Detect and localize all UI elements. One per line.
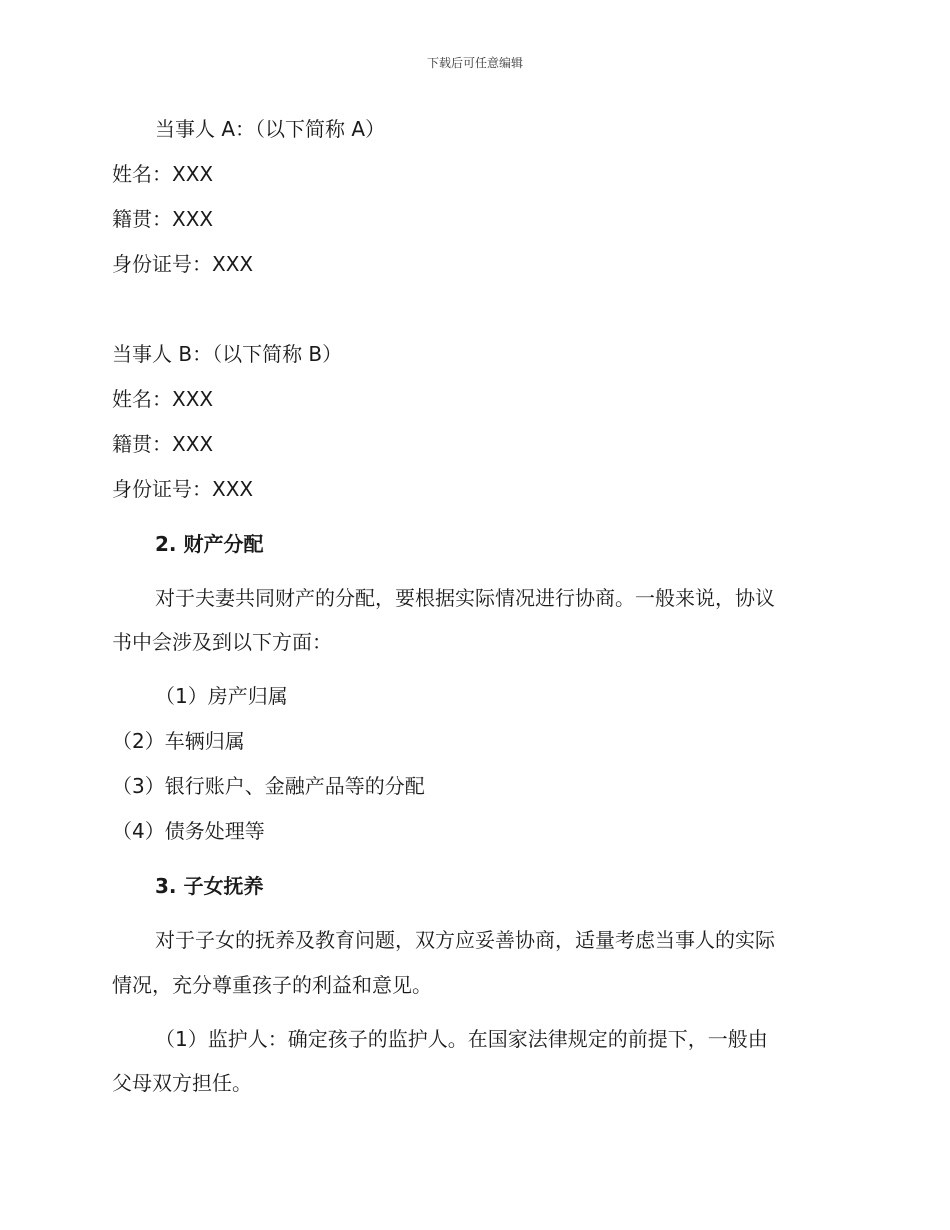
party-b-id: 身份证号：XXX bbox=[112, 477, 254, 501]
section-2-item-1: （1）房产归属 bbox=[155, 684, 288, 708]
party-b-name: 姓名：XXX bbox=[112, 387, 214, 411]
party-a-heading: 当事人 A：（以下简称 A） bbox=[155, 117, 386, 141]
section-3-item-1-line-2: 父母双方担任。 bbox=[112, 1071, 252, 1095]
section-2-title: 2. 财产分配 bbox=[155, 532, 264, 556]
page-header-note: 下载后可任意编辑 bbox=[426, 56, 523, 70]
section-2-paragraph-line-1: 对于夫妻共同财产的分配，要根据实际情况进行协商。一般来说，协议 bbox=[155, 586, 775, 610]
section-2-paragraph-line-2: 书中会涉及到以下方面： bbox=[112, 630, 332, 654]
party-a-name: 姓名：XXX bbox=[112, 162, 214, 186]
section-3-paragraph-line-1: 对于子女的抚养及教育问题，双方应妥善协商，适量考虑当事人的实际 bbox=[155, 928, 775, 952]
section-2-item-3: （3）银行账户、金融产品等的分配 bbox=[112, 774, 425, 798]
party-a-origin: 籍贯：XXX bbox=[112, 207, 214, 231]
section-2-item-4: （4）债务处理等 bbox=[112, 819, 265, 843]
party-b-heading: 当事人 B：（以下简称 B） bbox=[112, 342, 343, 366]
section-2-item-2: （2）车辆归属 bbox=[112, 729, 245, 753]
party-a-id: 身份证号：XXX bbox=[112, 252, 254, 276]
section-3-paragraph-line-2: 情况，充分尊重孩子的利益和意见。 bbox=[112, 973, 432, 997]
party-b-origin: 籍贯：XXX bbox=[112, 432, 214, 456]
section-3-title: 3. 子女抚养 bbox=[155, 874, 264, 898]
section-3-item-1-line-1: （1）监护人：确定孩子的监护人。在国家法律规定的前提下，一般由 bbox=[155, 1027, 768, 1051]
